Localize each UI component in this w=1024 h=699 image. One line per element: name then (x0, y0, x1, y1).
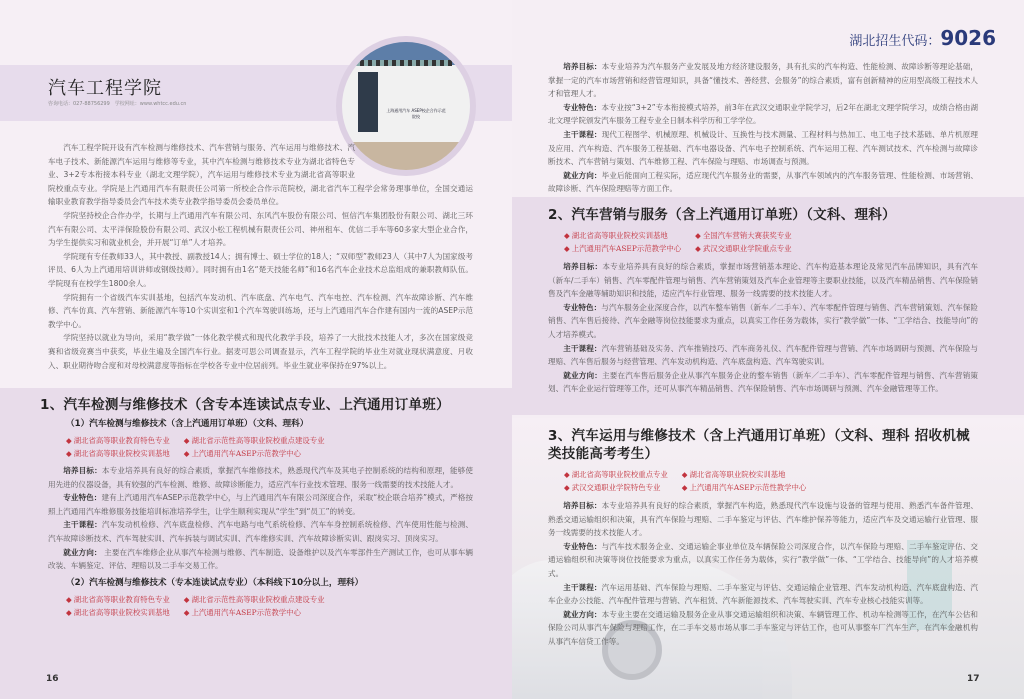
paragraph-goal: 培养目标：本专业培养为汽车服务产业发展及地方经济建设服务，具有扎实的汽车构造、性能检测、故障诊断等理论基础，掌握一定的汽车市场营销和经营管理知识，具备“懂技术、善经营、会服务”的综合素质，富有创新精神的应用型高级工程技术人才和管理人才。 (548, 62, 978, 99)
paragraph-goal: 培养目标：本专业培养具有良好的综合素质，掌握汽车维修技术，熟悉现代汽车及其电子控制系统的结构和原理，能够使用先进的仪器设备，具有较强的汽车检测、维修、故障诊断能力，适应汽车行业技术管理、服务一线需要的技术技能人才。 (48, 466, 474, 489)
photo-sign: 上海通用汽车 ASEP校企合作示范院校 (386, 108, 446, 119)
badge: ◆ 湖北省示范性高等职业院校重点建设专业 (184, 435, 325, 446)
section1-sub2-badges (66, 594, 473, 618)
section1-sub1-title: （1）汽车检测与维修技术（含上汽通用订单班）（文科、理科） (66, 419, 309, 429)
badge: ◆ 武汉交通职业学院特色专业 (564, 482, 668, 493)
photo-wrap-spacer (355, 141, 473, 179)
paragraph-courses: 主干课程：汽车运用基础、汽车保险与理赔、二手车鉴定与评估、交通运输企业管理、汽车发动机构造、汽车底盘构造、汽车企业办公技能、汽车配件管理与营销、汽车租赁、汽车新能源技术、汽车驾驶实训、汽车专业核心技能实训等。 (548, 582, 978, 606)
section3-body (548, 499, 978, 649)
section1-sub1-body (48, 464, 473, 573)
badge: ◆ 全国汽车营销大赛获奖专业 (695, 230, 791, 241)
section2-badges (564, 230, 978, 254)
paragraph-career: 就业方向：本专业主要在交通运输及服务企业从事交通运输组织和决策、车辆管理工作、机动车检测等工作，在汽车公估和保险公司从事汽车保险与理赔工作，在二手车交易市场从事二手车鉴定与评估工作，也可从事整车厂汽车生产，在汽车金融机构从事汽车信贷工作等。 (548, 609, 978, 646)
page-title: 汽车工程学院 (48, 78, 162, 99)
badge: ◆ 湖北省高等职业院校实训基地 (564, 230, 681, 241)
paragraph-feature: 专业特色：与汽车服务企业深度合作，以汽车整车销售（新车／二手车）、汽车零配件管理与销售、汽车营销策划、汽车保险销售、汽车售后接待、汽车金融等岗位技能要求为重点，以真实工作任务为载体，实行“教学做”一体、“工学结合、技能导向”的人才培养模式。 (548, 302, 978, 339)
badge: ◆ 湖北省高等职业院校实训基地 (66, 448, 170, 459)
paragraph-goal: 培养目标：本专业培养具有良好的综合素质，掌握市场营销基本理论、汽车构造基本理论及常见汽车品牌知识，具有汽车（新车/二手车）销售、汽车零配件管理与销售、汽车营销策划及汽车企业管理等主要职业技能，以及汽车精品销售、汽车保险销售及汽车金融等辅助知识和技能，适应汽车行业管理、服务一线需要的技术技能人才。 (548, 262, 978, 299)
admission-code (849, 26, 996, 50)
intro-text (48, 141, 473, 372)
intro-paragraph: 学院坚持校企合作办学，长期与上汽通用汽车有限公司、东风汽车股份有限公司、恒信汽车集团股份有限公司、湖北三环汽车有限公司、太平洋保险股份有限公司、武汉小松工程机械有限责任公司、神州租车、优信二手车等60多家大型企业合作，为学生提供实习和就业机会，并开展“订单”人才培养。 (48, 210, 473, 248)
contact-info: 咨询电话：027-88756299 学校网址：www.whtcc.edu.cn (48, 101, 187, 107)
badge: ◆ 湖北省高等职业院校实训基地 (682, 469, 807, 480)
badge: ◆ 湖北省高等职业教育特色专业 (66, 594, 170, 605)
right-page (512, 0, 1024, 699)
paragraph-career: 就业方向：主要在汽车售后服务企业从事汽车服务企业的整车销售（新车／二手车）、汽车零配件管理与销售、汽车营销策划、汽车企业运行管理等工作，还可从事汽车精品销售、汽车保险销售、汽车市场调研与预测、汽车金融管理等工作。 (548, 370, 978, 394)
section1-sub2-title: （2）汽车检测与维修技术（专本连读试点专业）（本科线下10分以上，理科） (66, 577, 364, 588)
intro-paragraph: 学院现有专任教师33人，其中教授、副教授14人；拥有博士、硕士学位的18人；“双师型”教师23人（其中7人为国家级考评员、6人为上汽通用培训讲师或钢级技师）。同时拥有由1名“楚天技能名师”和16名汽车企业技术总监组成的兼职教师队伍。学院现有在校学生1800余人。 (48, 251, 473, 288)
badge: ◆ 湖北省高等职业院校重点专业 (564, 469, 668, 480)
paragraph-goal: 培养目标：本专业培养具有良好的综合素质，掌握汽车构造，熟悉现代汽车设施与设备的管理与使用、熟悉汽车备件管理、熟悉交通运输组织和决策，具有汽车保险与理赔、二手车鉴定与评估、汽车维护保养等能力，适应汽车及交通运输行业管理、服务一线需要的技术技能人才。 (548, 501, 978, 538)
section1 (40, 396, 473, 618)
paragraph-feature: 专业特色：本专业按“3+2”专本衔接模式培养，前3年在武汉交通职业学院学习，后2年在湖北文理学院学习，成绩合格由湖北文理学院颁发汽车服务工程专业全日制本科学历和工学学位。 (548, 102, 978, 126)
badge: ◆ 上汽通用汽车ASEP示范性教学中心 (682, 482, 807, 493)
intro-paragraph: 学院坚持以就业为导向，采用“教学做”一体化教学模式和现代化教学手段，培养了一大批技术技能人才，多次在国家级竞赛和省级竞赛当中获奖，毕业生遍及全国汽车行业。据麦可思公司调查显示，汽车工程学院的毕业生对就业现状满意度、月收入、职业期待吻合度和对母校满意度等指标在学校各专业中位居前列。毕业生就业率保持在97%以上。 (48, 333, 473, 370)
intro-paragraph: 学院拥有一个省级汽车实训基地，包括汽车发动机、汽车底盘、汽车电气、汽车电控、汽车检测、汽车故障诊断、汽车维修、汽车仿真、汽车营销、新能源汽车等10个实训室和1个汽车驾驶训练场，还与上汽通用汽车合作建有国内一流的ASEP示范教学中心。 (48, 292, 473, 329)
section3-title: 3、汽车运用与维修技术（含上汽通用订单班）（文科、理科 招收机械类技能高考考生） (548, 428, 970, 462)
badge: ◆ 湖北省高等职业教育特色专业 (66, 435, 170, 446)
intro-paragraph: 汽车工程学院开设有汽车检测与维修技术、汽车营销与服务、汽车运用与维修技术、汽车电子技术、新能源汽车运用与维修等专业，其中汽车检测与维修技术专业为湖北省特色专业、3+2专本衔接本科专业（湖北文理学院），汽车运用与维修技术专业为湖北省高等职业院校重点专业。学院是上汽通用汽车有限责任公司第一所校企合作示范院校，湖北省汽车工程学会常务理事单位，全国交通运输职业教育教学指导委员会汽车技术类专业教学指导委员会委员单位。 (48, 143, 473, 207)
section1-sub1-badges (66, 435, 473, 459)
paragraph-career: 就业方向：毕业后能面向工程实际，适应现代汽车服务业的需要，从事汽车领域内的汽车服务管理、性能检测、市场营销、故障诊断、汽车保险理赔等方面工作。 (548, 170, 978, 194)
section2 (548, 206, 978, 396)
section3-badges (564, 469, 978, 493)
section1-title: 1、汽车检测与维修技术（含专本连读试点专业、上汽通用订单班） (40, 397, 450, 413)
paragraph-courses: 主干课程：汽车发动机检修、汽车底盘检修、汽车电路与电气系统检修、汽车车身控制系统检修、汽车使用性能与检测、汽车故障诊断技术、汽车驾驶实训、汽车拆装与调试实训、汽车维修实训、汽车故障诊断实训、跟岗实习、顶岗实习。 (48, 520, 474, 543)
badge: ◆ 湖北省高等职业院校实训基地 (66, 607, 170, 618)
admission-code-value: 9026 (940, 26, 996, 50)
paragraph-career: 就业方向： 主要在汽车维修企业从事汽车检测与维修、汽车制造、设备维护以及汽车零部件生产测试工作，也可从事车辆改装、车辆鉴定、评估、理赔以及二手车交易工作。 (48, 547, 473, 571)
badge: ◆ 上汽通用汽车ASEP示范教学中心 (184, 448, 325, 459)
section2-title: 2、汽车营销与服务（含上汽通用订单班）（文科、理科） (548, 207, 896, 223)
badge: ◆ 武汉交通职业学院重点专业 (695, 243, 791, 254)
badge: ◆ 湖北省示范性高等职业院校重点建设专业 (184, 594, 325, 605)
page-number: 16 (46, 674, 59, 684)
badge: ◆ 上汽通用汽车ASEP示范教学中心 (564, 243, 681, 254)
paragraph-feature: 专业特色：建有上汽通用汽车ASEP示范教学中心，与上汽通用汽车有限公司深度合作，采取“校企联合培养”模式，严格按照上汽通用汽车维修服务技能培训标准培养学生，让学生顺利实现从“学生”到“员工”的转变。 (48, 493, 473, 516)
paragraph-courses: 主干课程：现代工程图学、机械原理、机械设计、互换性与技术测量、工程材料与热加工、电工电子技术基础、单片机原理及应用、汽车构造、汽车服务工程基础、汽车电器设备、汽车电子控制系统、汽车运用工程、汽车测试技术、汽车检测与故障诊断技术、汽车营销与策划、汽车维修工程、汽车保险与理赔、市场调查与预测。 (548, 129, 978, 167)
paragraph-feature: 专业特色：与汽车技术服务企业、交通运输企事业单位及车辆保险公司深度合作，以汽车保险与理赔、二手车鉴定评估、交通运输组织和决策等岗位技能要求为重点，以真实工作任务为载体，实行“教学做”一体、“工学结合、技能导向”的人才培养模式。 (548, 541, 978, 578)
admission-label: 湖北招生代码： (849, 34, 941, 49)
section3 (548, 427, 978, 649)
page-number: 17 (967, 674, 980, 684)
top-body (548, 60, 978, 196)
badge: ◆ 上汽通用汽车ASEP示范教学中心 (184, 607, 325, 618)
paragraph-courses: 主干课程：汽车营销基础及实务、汽车推销技巧、汽车商务礼仪、汽车配件管理与营销、汽车市场调研与预测、汽车保险与理赔、汽车售后服务与经营管理、汽车发动机构造、汽车底盘构造、汽车驾驶实训。 (548, 343, 978, 367)
section2-body (548, 260, 978, 396)
